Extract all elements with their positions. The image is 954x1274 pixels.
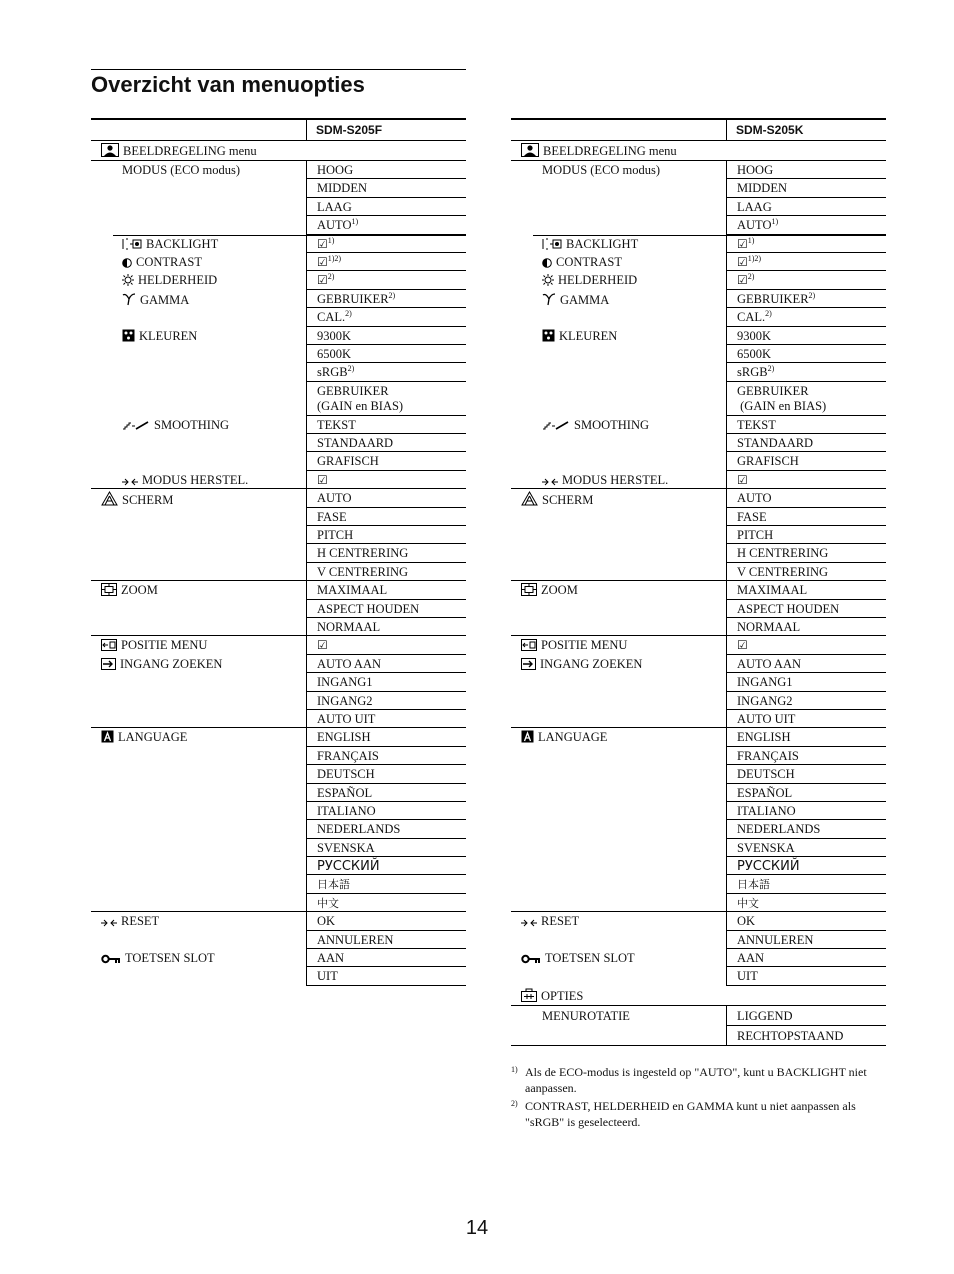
language-icon: [521, 730, 534, 746]
option: ITALIANO: [727, 802, 886, 820]
item-gamma: GAMMA GEBRUIKER$^{2)}$ CAL.$^{2)}$: [113, 290, 466, 327]
option: H CENTRERING: [727, 544, 886, 562]
option: 6500K: [307, 345, 466, 363]
option-check: ☑: [727, 636, 886, 654]
item-contrast: CONTRAST ☑$^{1)2)}$: [533, 253, 886, 271]
option: SVENSKA: [727, 839, 886, 857]
option: CAL.$^{2)}$: [307, 308, 466, 326]
option: ESPAÑOL: [727, 784, 886, 802]
section-label: BEELDREGELING menu: [123, 144, 257, 158]
item-modus: [91, 161, 466, 235]
brightness-icon: [122, 274, 134, 289]
input-icon: [101, 658, 116, 673]
option: 6500K: [727, 345, 886, 363]
option: STANDAARD: [307, 434, 466, 452]
option: DEUTSCH: [307, 765, 466, 783]
option-check: ☑$^{2)}$: [727, 271, 886, 289]
option: FRANÇAIS: [307, 747, 466, 765]
item-contrast: CONTRAST ☑$^{1)2)}$: [113, 253, 466, 271]
picture-icon: [521, 143, 539, 160]
section-language: LANGUAGE ENGLISH FRANÇAIS DEUTSCH ESPAÑOL ITALIANO NEDERLANDS SVENSKA РУССКИЙ 日本語 中文: [91, 728, 466, 912]
item-backlight: BACKLIGHT ☑$^{1)}$: [113, 235, 466, 253]
section-scherm: SCHERM AUTO FASE PITCH H CENTRERING V CENTRERING: [91, 488, 466, 581]
option: UIT: [307, 967, 466, 985]
footnote: 2) CONTRAST, HELDERHEID en GAMMA kunt u niet aanpassen als "sRGB" is geselecteerd.: [511, 1099, 856, 1129]
contrast-icon: [122, 257, 132, 271]
option: OK: [727, 912, 886, 930]
option: PITCH: [727, 526, 886, 544]
menu-table-sdm-s205f: [91, 118, 466, 986]
section-zoom: ZOOM MAXIMAAL ASPECT HOUDEN NORMAAL: [91, 581, 466, 636]
option: ASPECT HOUDEN: [727, 600, 886, 618]
option: AUTO UIT: [727, 710, 886, 728]
section-language: LANGUAGE ENGLISH FRANÇAIS DEUTSCH ESPAÑOL ITALIANO NEDERLANDS SVENSKA РУССКИЙ 日本語 中文: [511, 728, 886, 912]
contrast-icon: [542, 257, 552, 271]
section-ingang-zoeken: INGANG ZOEKEN AUTO AAN INGANG1 INGANG2 AUTO UIT: [91, 655, 466, 729]
option: 中文: [727, 894, 886, 912]
section-reset: RESET OK ANNULEREN: [511, 912, 886, 949]
option: CAL.$^{2)}$: [727, 308, 886, 326]
option: NEDERLANDS: [307, 820, 466, 838]
option-check: ☑$^{1)}$: [307, 235, 466, 253]
section-reset: RESET OK ANNULEREN: [91, 912, 466, 949]
smoothing-icon: [542, 420, 570, 434]
page-number: 14: [465, 1217, 489, 1239]
section-zoom: ZOOM MAXIMAAL ASPECT HOUDEN NORMAAL: [511, 581, 886, 636]
option: ANNULEREN: [307, 931, 466, 949]
picture-icon: [101, 143, 119, 160]
option: LIGGEND: [727, 1006, 886, 1026]
option: NORMAAL: [307, 618, 466, 636]
section-ingang-zoeken: INGANG ZOEKEN AUTO AAN INGANG1 INGANG2 AUTO UIT: [511, 655, 886, 729]
option: ANNULEREN: [727, 931, 886, 949]
option: РУССКИЙ: [307, 857, 466, 875]
menu-position-icon: [521, 639, 537, 654]
item-label: MODUS (ECO modus): [122, 163, 241, 177]
item-smoothing: SMOOTHING TEKST STANDAARD GRAFISCH: [113, 416, 466, 471]
option: INGANG1: [727, 673, 886, 691]
option: AUTO AAN: [307, 655, 466, 673]
section-label: BEELDREGELING menu: [543, 144, 677, 158]
backlight-icon: [542, 238, 562, 253]
reset-icon: [101, 916, 117, 930]
option: OK: [307, 912, 466, 930]
item-kleuren: KLEUREN 9300K 6500K sRGB$^{2)}$ GEBRUIKER (GAIN en BIAS): [533, 327, 886, 416]
option-check: ☑: [307, 471, 466, 489]
section-opties: OPTIES: [511, 986, 886, 1006]
input-icon: [521, 658, 536, 673]
option: MAXIMAAL: [727, 581, 886, 599]
language-icon: [101, 730, 114, 746]
option: MAXIMAAL: [307, 581, 466, 599]
key-icon: [101, 953, 121, 967]
screen-icon: [521, 491, 538, 509]
section-positie-menu: POSITIE MENU ☑: [91, 636, 466, 654]
title-rule: [91, 69, 466, 70]
option: NORMAAL: [727, 618, 886, 636]
option: FASE: [727, 508, 886, 526]
model-name: SDM-S205K: [736, 123, 804, 137]
option: FASE: [307, 508, 466, 526]
section-positie-menu: POSITIE MENU ☑: [511, 636, 886, 654]
section-beeldregeling: [511, 141, 886, 161]
option: STANDAARD: [727, 434, 886, 452]
option: HOOG: [727, 161, 886, 179]
option-check: ☑$^{1)2)}$: [307, 253, 466, 271]
menu-table-sdm-s205k: [511, 118, 886, 1046]
option: AUTO$^{1)}$: [307, 216, 466, 234]
screen-icon: [101, 491, 118, 509]
reset-icon: [542, 475, 558, 489]
option: GEBRUIKER (GAIN en BIAS): [727, 382, 886, 416]
option: 日本語: [307, 875, 466, 893]
option: INGANG1: [307, 673, 466, 691]
section-scherm: SCHERM AUTO FASE PITCH H CENTRERING V CENTRERING: [511, 488, 886, 581]
option: AAN: [727, 949, 886, 967]
option: UIT: [727, 967, 886, 985]
zoom-icon: [521, 583, 537, 599]
option: sRGB$^{2)}$: [307, 363, 466, 381]
option: AUTO$^{1)}$: [727, 216, 886, 234]
zoom-icon: [101, 583, 117, 599]
option: ENGLISH: [307, 728, 466, 746]
option: AUTO AAN: [727, 655, 886, 673]
item-kleuren: KLEUREN 9300K 6500K sRGB$^{2)}$ GEBRUIKER (GAIN en BIAS): [113, 327, 466, 416]
section-beeldregeling: [91, 141, 466, 161]
option: LAAG: [727, 198, 886, 216]
option: INGANG2: [307, 692, 466, 710]
footnotes: [511, 1064, 887, 1132]
option: H CENTRERING: [307, 544, 466, 562]
color-icon: [122, 329, 135, 345]
item-helderheid: HELDERHEID ☑$^{2)}$: [533, 271, 886, 289]
option: NEDERLANDS: [727, 820, 886, 838]
option: TEKST: [307, 416, 466, 434]
option: V CENTRERING: [307, 563, 466, 581]
option: GEBRUIKER$^{2)}$: [727, 290, 886, 308]
gamma-icon: [122, 292, 136, 309]
option: V CENTRERING: [727, 563, 886, 581]
item-modus-herstel: MODUS HERSTEL. ☑: [533, 471, 886, 489]
option: PITCH: [307, 526, 466, 544]
option: DEUTSCH: [727, 765, 886, 783]
table-header: [511, 118, 886, 141]
item-gamma: GAMMA GEBRUIKER$^{2)}$ CAL.$^{2)}$: [533, 290, 886, 327]
item-modus: [511, 161, 886, 235]
item-menurotatie: [511, 1006, 886, 1046]
option: SVENSKA: [307, 839, 466, 857]
option: РУССКИЙ: [727, 857, 886, 875]
option: AUTO: [307, 489, 466, 507]
item-smoothing: SMOOTHING TEKST STANDAARD GRAFISCH: [533, 416, 886, 471]
reset-icon: [122, 475, 138, 489]
option: RECHTOPSTAAND: [727, 1026, 886, 1046]
option: GEBRUIKER$^{2)}$: [307, 290, 466, 308]
option: GRAFISCH: [727, 452, 886, 470]
option: ENGLISH: [727, 728, 886, 746]
option: 9300K: [727, 327, 886, 345]
option: ESPAÑOL: [307, 784, 466, 802]
color-icon: [542, 329, 555, 345]
option: AAN: [307, 949, 466, 967]
item-backlight: BACKLIGHT ☑$^{1)}$: [533, 235, 886, 253]
option: ASPECT HOUDEN: [307, 600, 466, 618]
backlight-icon: [122, 238, 142, 253]
item-helderheid: HELDERHEID ☑$^{2)}$: [113, 271, 466, 289]
option: MIDDEN: [307, 179, 466, 197]
option: 中文: [307, 894, 466, 912]
option: LAAG: [307, 198, 466, 216]
option-check: ☑$^{1)}$: [727, 235, 886, 253]
option: MIDDEN: [727, 179, 886, 197]
option: TEKST: [727, 416, 886, 434]
option: FRANÇAIS: [727, 747, 886, 765]
model-name: SDM-S205F: [316, 123, 383, 137]
option-check: ☑: [307, 636, 466, 654]
menu-position-icon: [101, 639, 117, 654]
option: ITALIANO: [307, 802, 466, 820]
gamma-icon: [542, 292, 556, 309]
option: AUTO UIT: [307, 710, 466, 728]
option-check: ☑$^{1)2)}$: [727, 253, 886, 271]
option: HOOG: [307, 161, 466, 179]
option: 日本語: [727, 875, 886, 893]
section-toetsen-slot: TOETSEN SLOT AAN UIT: [91, 949, 466, 986]
option: 9300K: [307, 327, 466, 345]
options-icon: [521, 988, 537, 1005]
footnote: 1) Als de ECO-modus is ingesteld op "AUTO", kunt u BACKLIGHT niet aanpassen.: [511, 1065, 867, 1095]
option-check: ☑$^{2)}$: [307, 271, 466, 289]
page-title: Overzicht van menuopties: [91, 72, 365, 97]
section-toetsen-slot: TOETSEN SLOT AAN UIT: [511, 949, 886, 986]
option-check: ☑: [727, 471, 886, 489]
key-icon: [521, 953, 541, 967]
item-label: MENUROTATIE: [542, 1009, 630, 1024]
option: GEBRUIKER (GAIN en BIAS): [307, 382, 466, 416]
item-label: MODUS (ECO modus): [542, 163, 661, 177]
option: sRGB$^{2)}$: [727, 363, 886, 381]
option: INGANG2: [727, 692, 886, 710]
option: AUTO: [727, 489, 886, 507]
table-header: [91, 118, 466, 141]
option: GRAFISCH: [307, 452, 466, 470]
brightness-icon: [542, 274, 554, 289]
smoothing-icon: [122, 420, 150, 434]
reset-icon: [521, 916, 537, 930]
item-modus-herstel: MODUS HERSTEL. ☑: [113, 471, 466, 489]
